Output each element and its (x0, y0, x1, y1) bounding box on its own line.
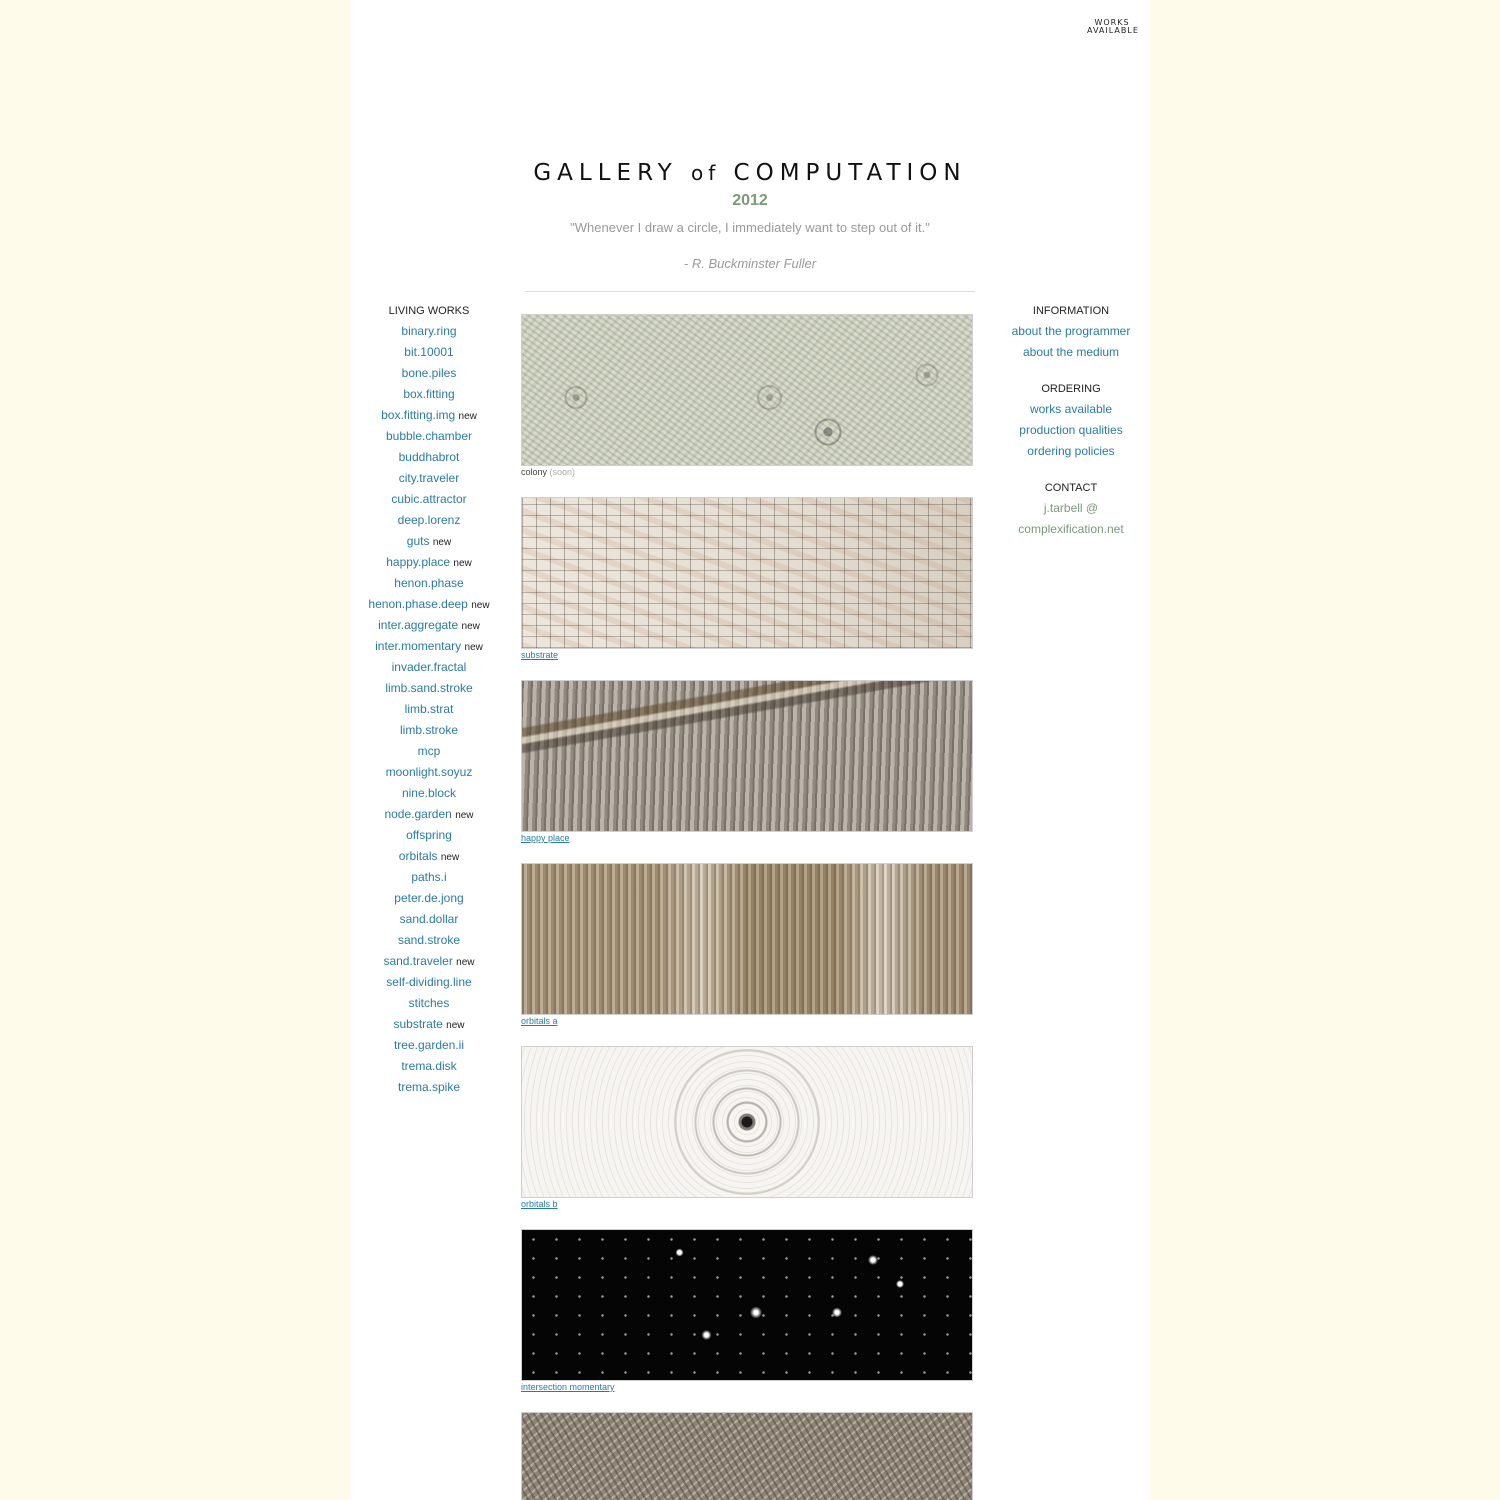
list-item (350, 596, 508, 617)
nav-link[interactable]: bone.piles (401, 366, 457, 380)
nav-link[interactable]: henon.phase.deep (368, 597, 468, 611)
works-available-link[interactable]: works available (1029, 402, 1113, 416)
info-nav (995, 304, 1147, 542)
nav-link[interactable]: node.garden (384, 807, 452, 821)
artwork-note: (soon) (549, 467, 576, 477)
artwork-image[interactable] (521, 1046, 973, 1198)
list-item (995, 422, 1147, 443)
year: 2012 (732, 192, 768, 209)
list-item (350, 407, 508, 428)
artwork-caption (521, 1199, 973, 1209)
gallery-item (521, 1229, 973, 1412)
list-item (350, 701, 508, 722)
artwork-image[interactable] (521, 497, 973, 649)
nav-link[interactable]: bit.10001 (404, 345, 454, 359)
list-item (995, 344, 1147, 365)
works-badge-line1: WORKS (1094, 18, 1130, 27)
nav-link[interactable]: box.fitting (403, 387, 455, 401)
nav-link[interactable]: inter.aggregate (378, 618, 459, 632)
nav-link[interactable]: self-dividing.line (386, 975, 472, 989)
title-part2: COMPUTATION (733, 160, 967, 186)
new-tag: new (446, 1020, 465, 1031)
nav-link[interactable]: inter.momentary (375, 639, 462, 653)
list-item (350, 932, 508, 953)
list-item (350, 680, 508, 701)
list-item (350, 827, 508, 848)
list-item (350, 1016, 508, 1037)
artwork-caption (521, 650, 973, 660)
new-tag: new (461, 621, 480, 632)
new-tag: new (440, 852, 460, 863)
nav-link[interactable]: offspring (406, 828, 452, 842)
nav-link[interactable]: guts (406, 534, 430, 548)
page (350, 0, 1150, 1500)
nav-link[interactable]: trema.disk (401, 1059, 457, 1073)
list-item (995, 443, 1147, 464)
artwork-caption (521, 467, 973, 477)
list-item (350, 323, 508, 344)
artwork-image[interactable] (521, 314, 973, 466)
new-tag: new (471, 600, 490, 611)
quote-author: - R. Buckminster Fuller (683, 256, 817, 271)
nav-link[interactable]: nine.block (401, 786, 457, 800)
nav-link[interactable]: tree.garden.ii (393, 1038, 465, 1052)
gallery-item (521, 314, 973, 497)
artwork-title-link[interactable]: intersection momentary (521, 1382, 615, 1392)
nav-link[interactable]: buddhabrot (398, 450, 460, 464)
artwork-image[interactable] (521, 680, 973, 832)
nav-link[interactable]: mcp (417, 744, 441, 758)
list-item (350, 533, 508, 554)
artwork-title-link[interactable]: orbitals b (521, 1199, 558, 1209)
artwork-title-link[interactable]: happy place (521, 833, 570, 843)
artwork-caption (521, 1016, 973, 1026)
living-works-nav (350, 304, 508, 1100)
nav-link[interactable]: box.fitting.img (381, 408, 456, 422)
artwork-title: colony (521, 467, 548, 477)
nav-link[interactable]: limb.strat (404, 702, 454, 716)
list-item (350, 575, 508, 596)
information-heading: INFORMATION (1032, 305, 1110, 317)
contact-list (995, 500, 1147, 542)
title-part1: GALLERY (533, 160, 678, 186)
header (350, 155, 1150, 272)
list-item (350, 785, 508, 806)
nav-link[interactable]: cubic.attractor (391, 492, 467, 506)
nav-link[interactable]: stitches (408, 996, 450, 1010)
ordering-list (995, 401, 1147, 464)
quote: "Whenever I draw a circle, I immediately want to step out of it." (570, 220, 930, 235)
about-medium-link[interactable]: about the medium (1022, 345, 1120, 359)
list-item (995, 500, 1147, 521)
list-item (350, 1058, 508, 1079)
list-item (350, 554, 508, 575)
list-item (350, 1079, 508, 1100)
new-tag: new (464, 642, 483, 653)
new-tag: new (455, 810, 474, 821)
living-works-heading: LIVING WORKS (388, 305, 470, 317)
production-qualities-link[interactable]: production qualities (1019, 423, 1123, 437)
gallery-item (521, 497, 973, 680)
nav-link[interactable]: bubble.chamber (385, 429, 473, 443)
new-tag: new (458, 411, 477, 422)
list-item (350, 974, 508, 995)
nav-link[interactable]: happy.place (386, 555, 451, 569)
list-item (995, 521, 1147, 542)
list-item (350, 869, 508, 890)
nav-link[interactable]: peter.de.jong (394, 891, 464, 905)
gallery-item (521, 1046, 973, 1229)
list-item (350, 449, 508, 470)
new-tag: new (453, 558, 472, 569)
list-item (350, 428, 508, 449)
artwork-caption (521, 1382, 973, 1392)
nav-link[interactable]: city.traveler (398, 471, 460, 485)
list-item (350, 386, 508, 407)
nav-link[interactable]: sand.traveler (383, 954, 453, 968)
nav-link[interactable]: henon.phase (394, 576, 464, 590)
list-item (350, 617, 508, 638)
list-item (995, 323, 1147, 344)
gallery (521, 314, 973, 1500)
nav-link[interactable]: sand.dollar (399, 912, 459, 926)
new-tag: new (456, 957, 475, 968)
nav-link[interactable]: paths.i (411, 870, 447, 884)
list-item (350, 344, 508, 365)
living-works-list (350, 323, 508, 1100)
list-item (350, 638, 508, 659)
gallery-item (521, 680, 973, 863)
list-item (350, 1037, 508, 1058)
nav-link[interactable]: limb.sand.stroke (385, 681, 473, 695)
artwork-title-link[interactable]: substrate (521, 650, 559, 660)
nav-link[interactable]: invader.fractal (391, 660, 467, 674)
title-of: of (690, 161, 721, 185)
list-item (350, 806, 508, 827)
gallery-item (521, 863, 973, 1046)
list-item (350, 743, 508, 764)
contact-domain-link[interactable]: complexification.net (1018, 522, 1124, 536)
works-badge-line2: AVAILABLE (1087, 26, 1139, 35)
list-item (995, 401, 1147, 422)
list-item (350, 764, 508, 785)
list-item (350, 512, 508, 533)
list-item (350, 722, 508, 743)
ordering-policies-link[interactable]: ordering policies (1027, 444, 1115, 458)
nav-link[interactable]: deep.lorenz (397, 513, 461, 527)
nav-link[interactable]: substrate (393, 1017, 443, 1031)
site-title (350, 155, 1150, 191)
list-item (350, 890, 508, 911)
artwork-title-link[interactable]: orbitals a (521, 1016, 558, 1026)
list-item (350, 995, 508, 1016)
nav-link[interactable]: limb.stroke (399, 723, 458, 737)
new-tag: new (432, 537, 452, 548)
nav-link[interactable]: sand.stroke (397, 933, 461, 947)
nav-link[interactable]: moonlight.soyuz (385, 765, 473, 779)
list-item (350, 659, 508, 680)
header-divider (525, 291, 975, 292)
list-item (350, 470, 508, 491)
gallery-item (521, 1412, 973, 1500)
list-item (350, 365, 508, 386)
artwork-image[interactable] (521, 1229, 973, 1381)
nav-link[interactable]: orbitals (398, 849, 438, 863)
list-item (350, 911, 508, 932)
nav-link[interactable]: trema.spike (397, 1080, 461, 1094)
works-available-badge[interactable] (1087, 19, 1137, 35)
list-item (350, 491, 508, 512)
list-item (350, 848, 508, 869)
ordering-heading: ORDERING (1041, 383, 1101, 395)
contact-email-link[interactable]: j.tarbell @ (1043, 501, 1099, 515)
about-programmer-link[interactable]: about the programmer (1011, 324, 1131, 338)
list-item (350, 953, 508, 974)
nav-link[interactable]: binary.ring (401, 324, 457, 338)
artwork-caption (521, 833, 973, 843)
artwork-image[interactable] (521, 1412, 973, 1500)
artwork-image[interactable] (521, 863, 973, 1015)
information-list (995, 323, 1147, 365)
contact-heading: CONTACT (1044, 482, 1098, 494)
